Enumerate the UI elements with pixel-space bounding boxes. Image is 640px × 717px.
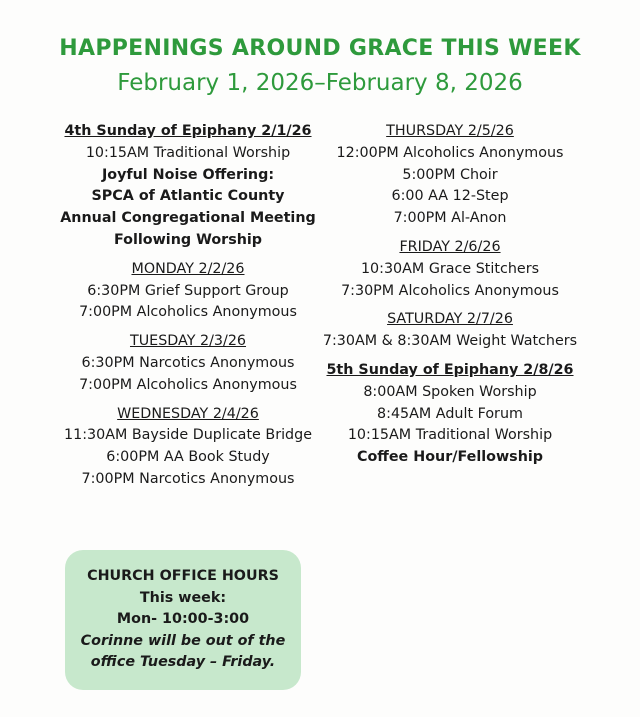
- day-heading: FRIDAY 2/6/26: [399, 238, 501, 255]
- event-line: Joyful Noise Offering:: [101, 166, 275, 183]
- day-block-monday: [38, 259, 338, 324]
- day-heading: SATURDAY 2/7/26: [387, 311, 513, 328]
- day-block-wednesday: [38, 404, 338, 491]
- event-line: Coffee Hour/Fellowship: [356, 449, 544, 466]
- day-heading: 4th Sunday of Epiphany 2/1/26: [64, 123, 312, 139]
- event-line: 6:00PM AA Book Study: [106, 449, 270, 466]
- event-line: 8:45AM Adult Forum: [377, 405, 523, 422]
- day-block-thursday: [305, 121, 595, 230]
- office-hours-time: Mon- 10:00-3:00: [116, 611, 250, 627]
- event-line: 7:00PM Alcoholics Anonymous: [79, 376, 297, 393]
- day-block-saturday: [305, 309, 595, 353]
- event-line: 8:00AM Spoken Worship: [363, 383, 537, 400]
- day-heading: TUESDAY 2/3/26: [129, 333, 247, 350]
- event-line: 7:00PM Alcoholics Anonymous: [79, 304, 297, 321]
- page-title: HAPPENINGS AROUND GRACE THIS WEEK: [59, 36, 581, 61]
- event-line: 5:00PM Choir: [402, 166, 498, 183]
- day-block-friday: [305, 237, 595, 302]
- event-line: 7:30AM & 8:30AM Weight Watchers: [322, 333, 578, 350]
- church-office-hours-box: [65, 550, 301, 690]
- event-line: 7:00PM Narcotics Anonymous: [81, 470, 295, 487]
- date-range-subtitle: February 1, 2026–February 8, 2026: [117, 70, 523, 96]
- event-line: SPCA of Atlantic County: [91, 188, 285, 205]
- day-heading: WEDNESDAY 2/4/26: [117, 405, 259, 422]
- day-heading: THURSDAY 2/5/26: [386, 123, 514, 139]
- office-week-label: This week:: [139, 589, 227, 606]
- event-line: Following Worship: [113, 231, 263, 248]
- event-line: 10:15AM Traditional Worship: [347, 427, 553, 444]
- office-note-line: Corinne will be out of the: [80, 632, 286, 649]
- event-line: 10:15AM Traditional Worship: [85, 144, 291, 161]
- left-schedule-column: [38, 121, 338, 491]
- day-heading: 5th Sunday of Epiphany 2/8/26: [326, 361, 574, 378]
- day-block-sunday-2-1: [38, 121, 338, 252]
- office-hours-heading: CHURCH OFFICE HOURS: [87, 568, 279, 584]
- event-line: 7:00PM Al-Anon: [393, 210, 507, 227]
- event-line: Annual Congregational Meeting: [60, 210, 316, 227]
- event-line: 10:30AM Grace Stitchers: [360, 260, 540, 277]
- office-note-line: office Tuesday – Friday.: [90, 654, 276, 670]
- event-line: 11:30AM Bayside Duplicate Bridge: [64, 427, 312, 444]
- event-line: 12:00PM Alcoholics Anonymous: [336, 144, 564, 161]
- event-line: 6:00 AA 12-Step: [391, 188, 509, 205]
- right-schedule-column: [305, 121, 595, 469]
- day-block-sunday-2-8: [305, 360, 595, 469]
- event-line: 6:30PM Narcotics Anonymous: [81, 354, 295, 371]
- day-block-tuesday: [38, 331, 338, 396]
- day-heading: MONDAY 2/2/26: [131, 260, 245, 277]
- event-line: 6:30PM Grief Support Group: [87, 282, 289, 299]
- event-line: 7:30PM Alcoholics Anonymous: [341, 282, 559, 299]
